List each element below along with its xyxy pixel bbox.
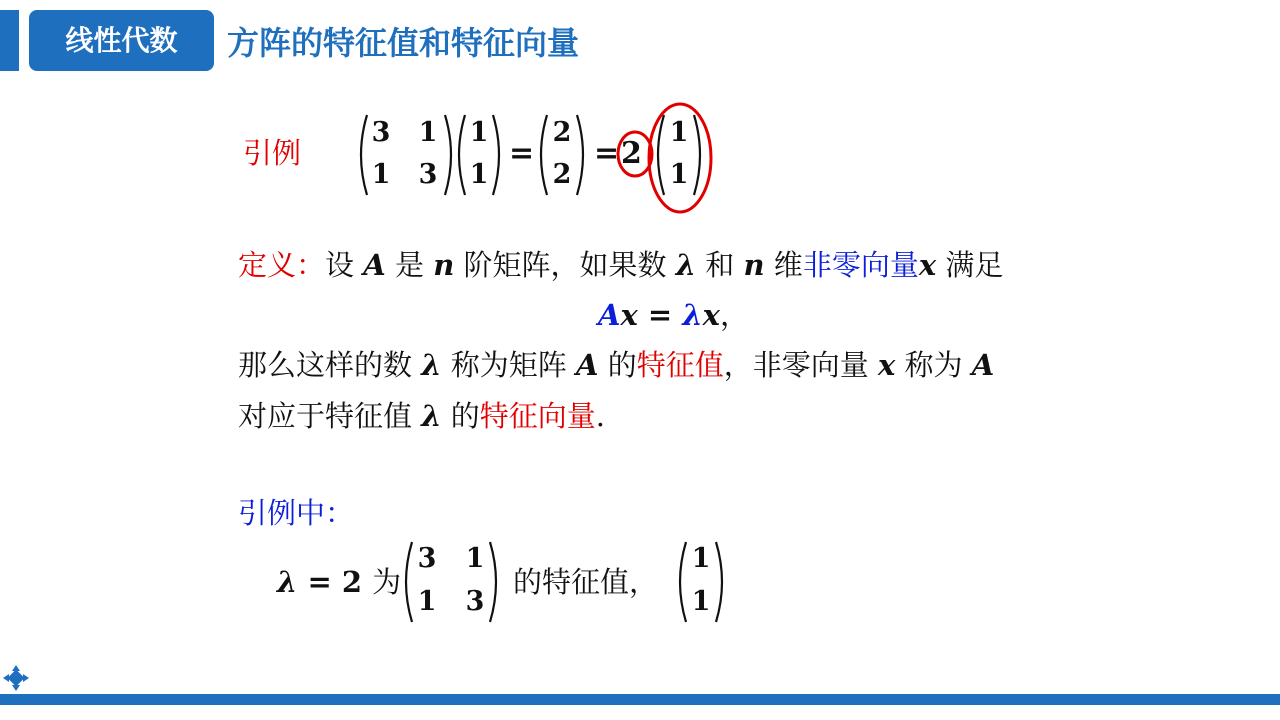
vector-cell: 2 bbox=[552, 159, 572, 190]
scalar-value: 2 bbox=[621, 136, 642, 171]
math-symbol: A bbox=[971, 348, 995, 382]
example-matrix bbox=[357, 112, 455, 198]
scalar-circle bbox=[618, 132, 652, 176]
definition-label: 定义： bbox=[238, 248, 326, 282]
equals-sign: = bbox=[637, 298, 683, 332]
text: 是 bbox=[385, 248, 434, 282]
text: . bbox=[595, 399, 606, 433]
math-symbol: A bbox=[598, 298, 621, 332]
vector-cell: 2 bbox=[552, 117, 572, 148]
matrix-cell: 1 bbox=[371, 159, 391, 190]
highlight-eigenvalue: 特征值 bbox=[636, 348, 724, 382]
matrix-cell: 3 bbox=[465, 586, 485, 617]
text: = 2 bbox=[297, 565, 373, 599]
math-symbol: λ bbox=[277, 565, 298, 599]
navigation-arrows-icon[interactable] bbox=[0, 662, 32, 694]
text: 的 bbox=[598, 348, 637, 382]
text: 设 bbox=[325, 248, 364, 282]
text: 称为矩阵 bbox=[441, 348, 576, 382]
math-symbol: x bbox=[918, 248, 937, 282]
equals-sign: = bbox=[509, 136, 535, 171]
in-example-vector bbox=[676, 539, 726, 625]
in-example-statement bbox=[277, 562, 401, 602]
math-symbol: x bbox=[620, 298, 638, 332]
matrix-cell: 3 bbox=[371, 117, 391, 148]
math-symbol: λ bbox=[421, 348, 442, 382]
math-symbol: n bbox=[743, 248, 765, 282]
text: 为 bbox=[372, 565, 402, 599]
matrix-cell: 1 bbox=[465, 543, 485, 574]
vector-cell: 1 bbox=[691, 586, 711, 617]
in-example-label: 引例中： bbox=[238, 496, 355, 530]
math-symbol: A bbox=[576, 348, 599, 382]
page-title: 方阵的特征值和特征向量 bbox=[227, 24, 580, 62]
course-tab[interactable]: 线性代数 bbox=[29, 10, 214, 71]
math-symbol: λ bbox=[675, 248, 697, 282]
matrix-cell: 3 bbox=[417, 543, 437, 574]
math-symbol: λ bbox=[682, 298, 703, 332]
text: 那么这样的数 bbox=[238, 348, 422, 382]
definition-line-1 bbox=[238, 245, 1003, 285]
math-symbol: x bbox=[702, 298, 720, 332]
text: 称为 bbox=[895, 348, 972, 382]
in-example-matrix bbox=[402, 539, 500, 625]
text: 对应于特征值 bbox=[238, 399, 422, 433]
example-vector bbox=[455, 112, 503, 198]
header-accent-bar bbox=[0, 10, 19, 71]
eigenvector-circle bbox=[649, 104, 711, 212]
result-vector bbox=[537, 112, 587, 198]
matrix-cell: 3 bbox=[418, 159, 438, 190]
matrix-cell: 1 bbox=[417, 586, 437, 617]
definition-line-3 bbox=[238, 396, 605, 436]
text: ，非零向量 bbox=[723, 348, 878, 382]
vector-cell: 1 bbox=[691, 543, 711, 574]
vector-cell: 1 bbox=[669, 159, 689, 190]
text: 阶矩阵，如果数 bbox=[454, 248, 676, 282]
text: 维 bbox=[764, 248, 803, 282]
in-example-middle-text: 的特征值， bbox=[513, 565, 659, 599]
matrix-cell: 1 bbox=[418, 117, 438, 148]
definition-equation bbox=[598, 295, 749, 335]
text: 满足 bbox=[936, 248, 1004, 282]
definition-line-2 bbox=[238, 345, 994, 385]
annotation-circles bbox=[612, 100, 722, 218]
vector-cell: 1 bbox=[669, 117, 689, 148]
footer-rule bbox=[0, 694, 1280, 705]
highlight-nonzero-vector: 非零向量 bbox=[802, 248, 919, 282]
math-symbol: n bbox=[433, 248, 455, 282]
math-symbol: λ bbox=[421, 399, 442, 433]
text: 和 bbox=[696, 248, 744, 282]
text: ， bbox=[719, 298, 749, 332]
example-label: 引例 bbox=[243, 136, 302, 170]
highlight-eigenvector: 特征向量 bbox=[479, 399, 596, 433]
math-symbol: x bbox=[877, 348, 896, 382]
math-symbol: A bbox=[363, 248, 386, 282]
vector-cell: 1 bbox=[469, 117, 489, 148]
equals-sign: = bbox=[594, 136, 620, 171]
vector-cell: 1 bbox=[469, 159, 489, 190]
text: 的 bbox=[441, 399, 480, 433]
